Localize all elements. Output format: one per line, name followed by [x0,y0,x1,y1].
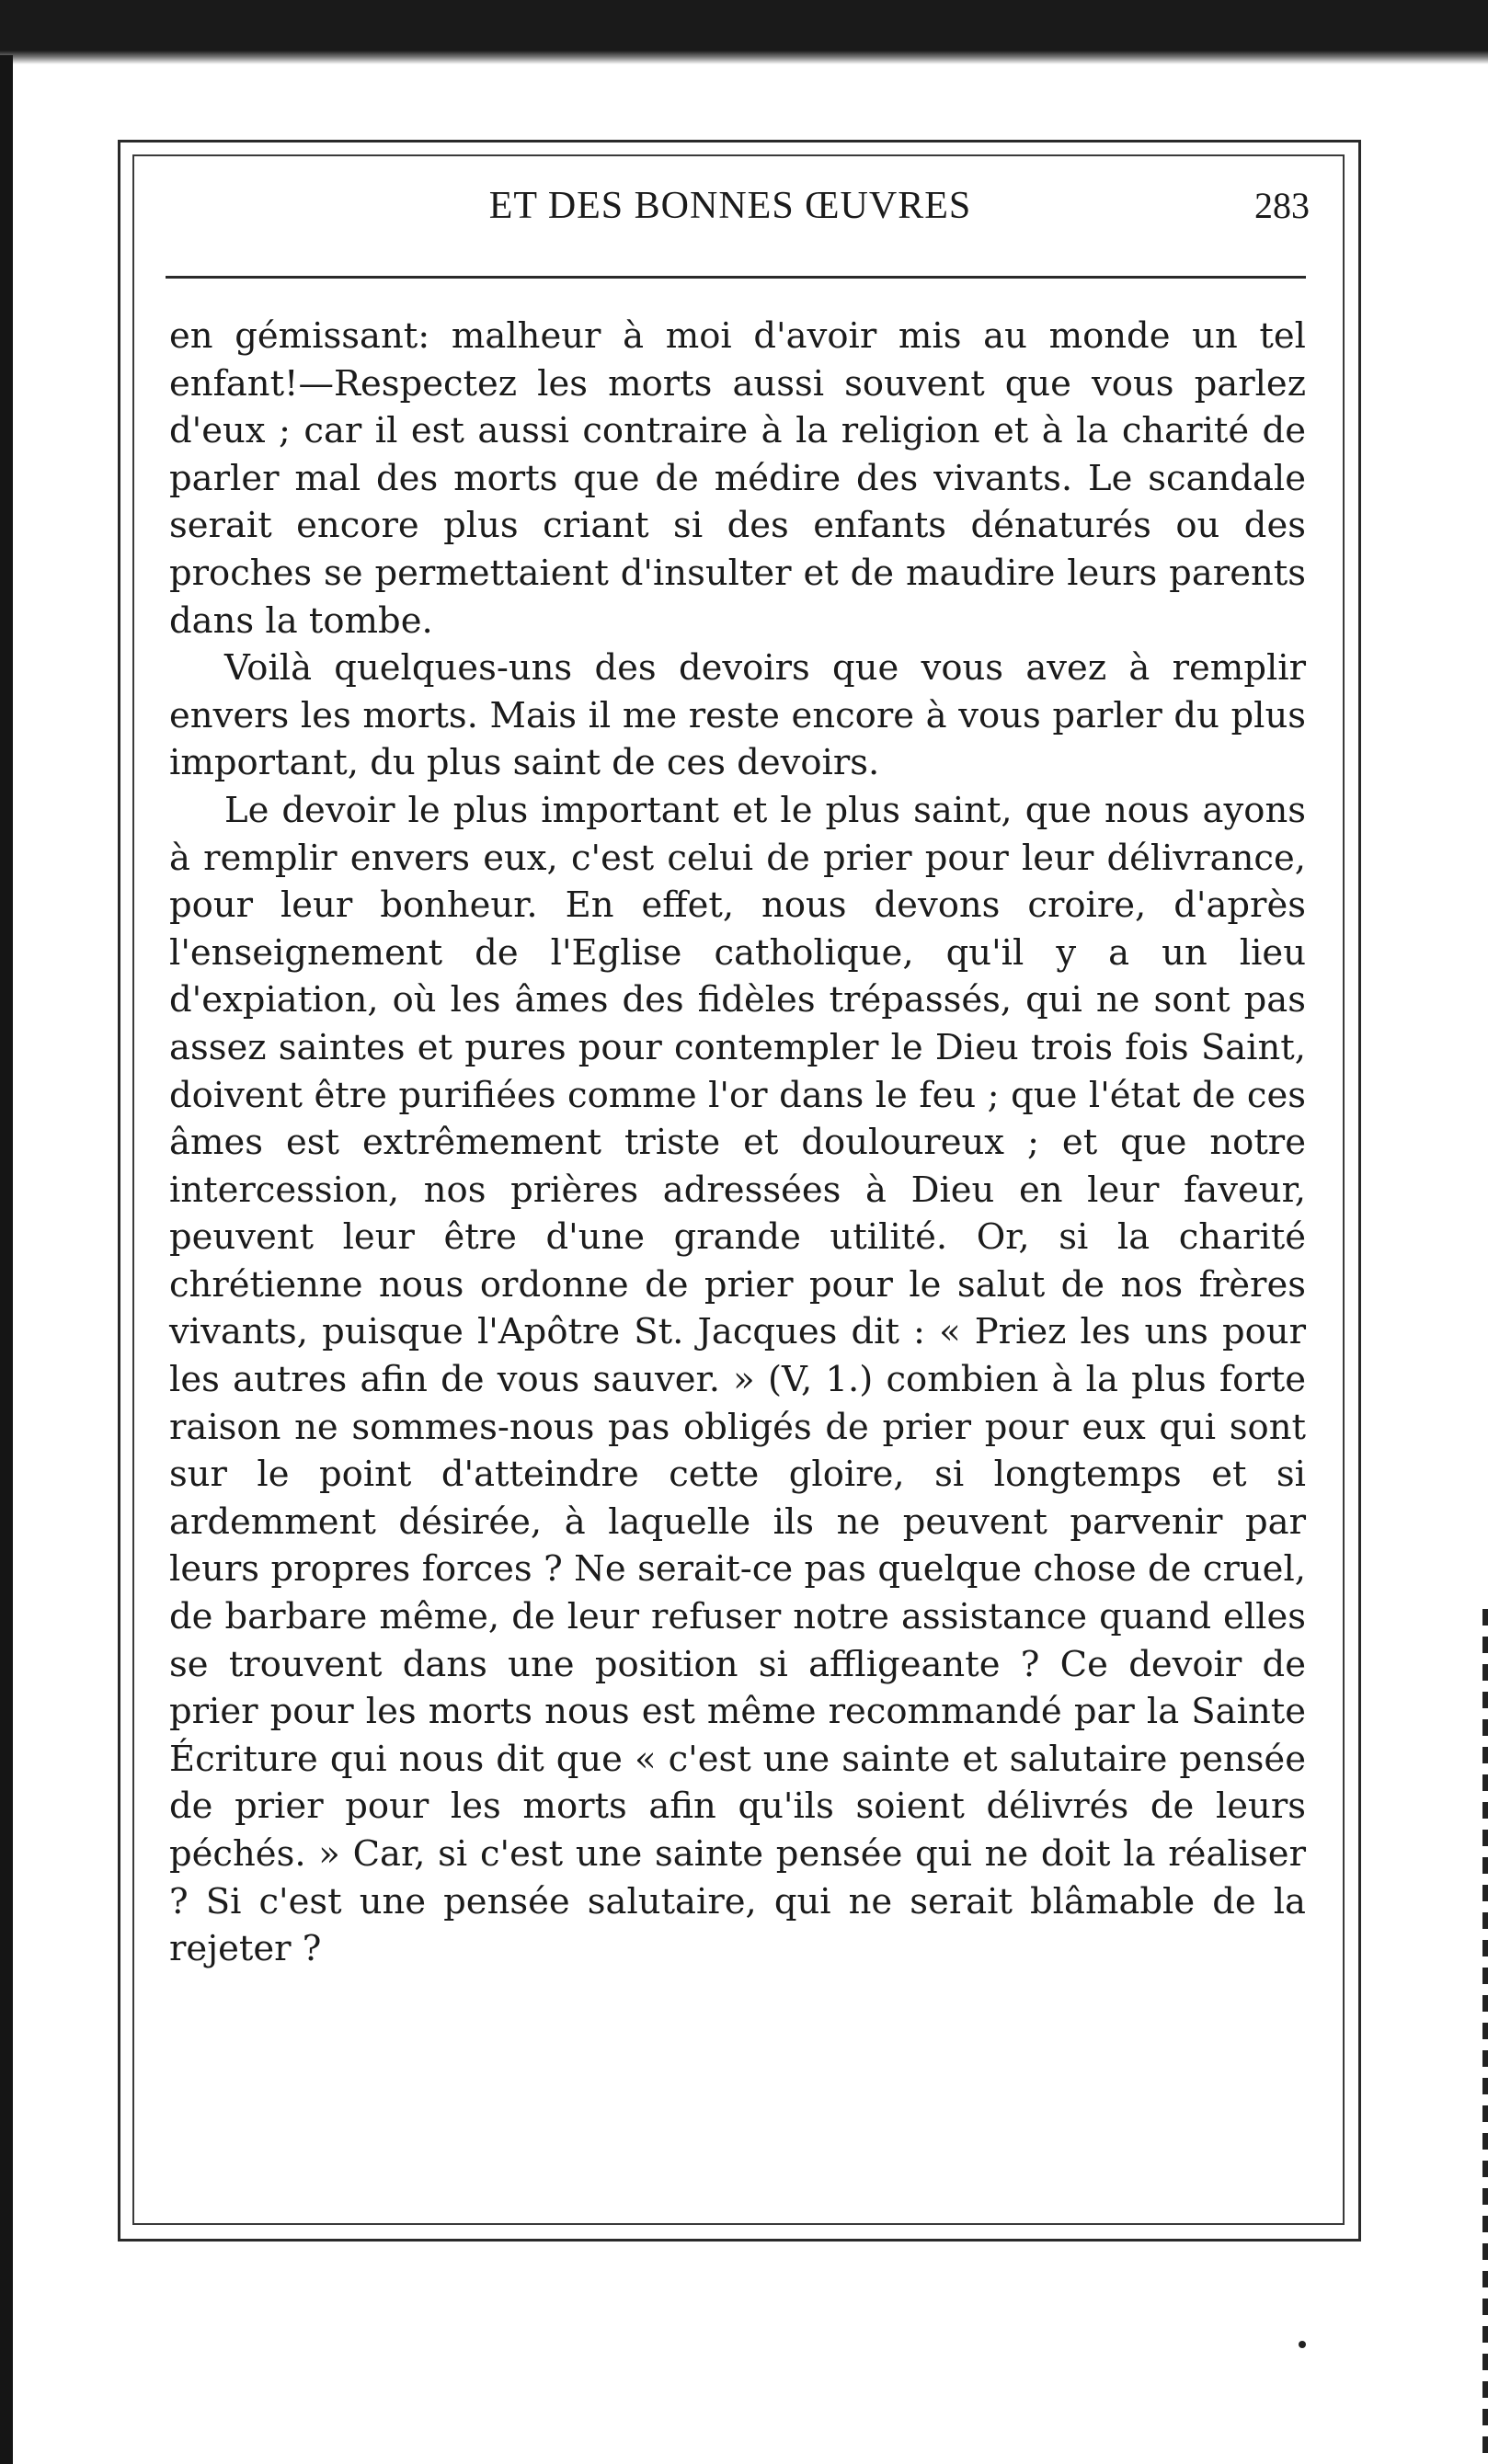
paragraph: Voilà quelques-uns des devoirs que vous avez à remplir envers les morts. Mais il me reste encore à vous parler du plus important, du plus saint de ces devoirs. [169,647,1306,784]
scan-top-border [0,0,1488,64]
scan-right-edge [1482,1609,1488,2464]
scan-left-edge [0,55,13,2464]
paragraph: en gémissant: malheur à moi d'avoir mis au monde un tel enfant!—Respectez les morts aussi souvent que vous parlez d'eux ; car il est aussi contraire à la religion et à la charité de parler mal des morts que de médire des vivants. Le scandale serait encore plus criant si des enfants dénaturés ou des proches se permettaient d'insulter et de maudire leurs parents dans la tombe. [169,315,1306,642]
running-head: ET DES BONNES ŒUVRES [488,185,972,227]
body-text [169,313,1306,1973]
scan-speck [1299,2341,1306,2348]
paragraph: Le devoir le plus important et le plus saint, que nous ayons à remplir envers eux, c'est celui de prier pour leur délivrance, pour leur bonheur. En effet, nous devons croire, d'après l'enseignement de l'Eglise catholique, qu'il y a un lieu d'expiation, où les âmes des fidèles trépassés, qui ne sont pas assez saintes et pures pour contempler le Dieu trois fois Saint, doivent être purifiées comme l'or dans le feu ; que l'état de ces âmes est extrêmement triste et douloureux ; et que notre intercession, nos prières adressées à Dieu en leur faveur, peuvent leur être d'une grande utilité. Or, si la charité chrétienne nous ordonne de prier pour le salut de nos frères vivants, puisque l'Apôtre St. Jacques dit : « Priez les uns pour les autres afin de vous sauver. » (V, 1.) combien à la plus forte raison ne sommes-nous pas obligés de prier pour eux qui sont sur le point d'atteindre cette gloire, si longtemps et si ardemment désirée, à laquelle ils ne peuvent parvenir par leurs propres forces ? Ne serait-ce pas quelque chose de cruel, de barbare même, de leur refuser notre assistance quand elles se trouvent dans une position si affligeante ? Ce devoir de prier pour les morts nous est même recommandé par la Sainte Écriture qui nous dit que « c'est une sainte et salutaire pensée de prier pour les morts afin qu'ils soient délivrés de leurs péchés. » Car, si c'est une sainte pensée qui ne doit la réaliser ? Si c'est une pensée salutaire, qui ne serait blâmable de la rejeter ? [169,789,1306,1970]
page-number: 283 [1254,185,1310,226]
page-header [132,184,1328,239]
header-rule [166,276,1306,279]
